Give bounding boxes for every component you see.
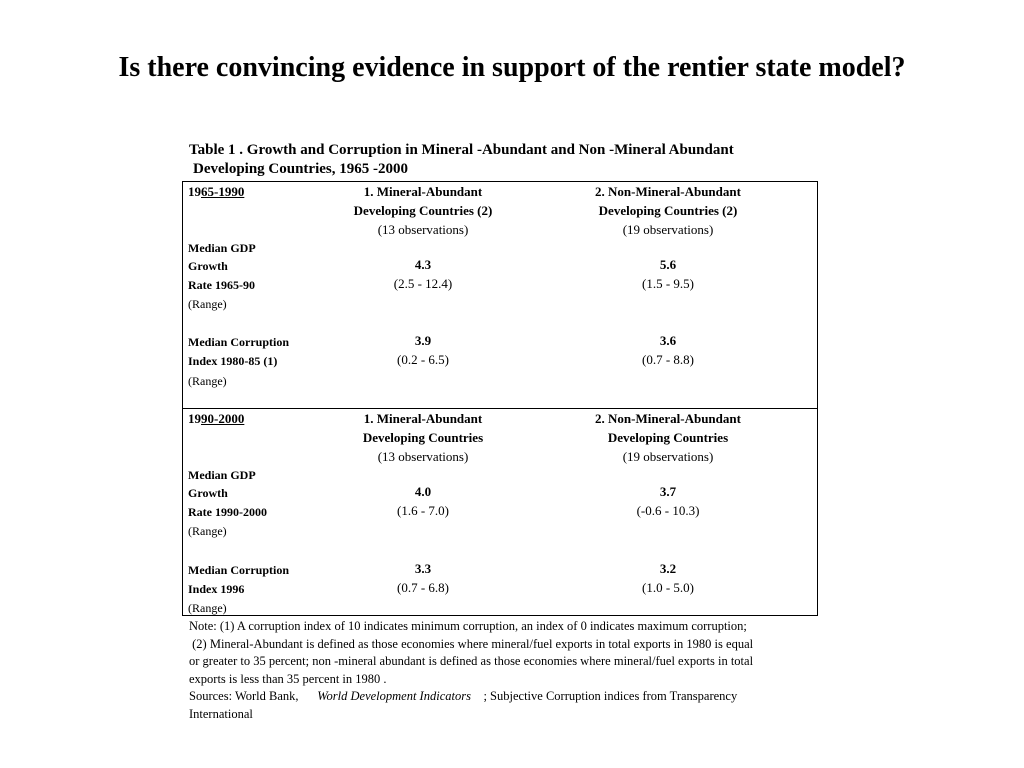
corruption-col2-value: 3.6 — [659, 333, 677, 348]
sources-title: World Development Indicators — [317, 689, 471, 704]
corruption-row-label: Index 1996 — [188, 582, 245, 596]
table-caption — [189, 141, 734, 179]
col1-header: 1. Mineral-Abundant — [363, 184, 483, 199]
corruption-range-label: (Range) — [188, 374, 227, 388]
corruption-col1-value: 3.3 — [414, 561, 432, 576]
gdp-row-label: Rate 1965-90 — [188, 278, 255, 292]
gdp-row-label: Growth — [188, 259, 228, 273]
corruption-col2-range: (0.7 - 8.8) — [642, 352, 694, 367]
col2-observations: (19 observations) — [622, 449, 714, 464]
gdp-col2-range: (-0.6 - 10.3) — [636, 503, 700, 518]
gdp-col1-range: (1.6 - 7.0) — [397, 503, 449, 518]
sources-line: International — [189, 706, 253, 721]
gdp-col1-value: 4.3 — [414, 257, 432, 272]
corruption-col1-range: (0.2 - 6.5) — [397, 352, 449, 367]
col1-observations: (13 observations) — [377, 222, 469, 237]
gdp-row-label: Rate 1990-2000 — [188, 505, 267, 519]
gdp-col2-value: 3.7 — [659, 484, 677, 499]
note-line: Note: (1) A corruption index of 10 indicates minimum corruption, an index of 0 indicates maximum corruption; — [189, 619, 747, 633]
col1-header: 1. Mineral-Abundant — [363, 411, 483, 426]
corruption-row-label: Index 1980-85 (1) — [188, 354, 278, 368]
sources-line — [189, 688, 839, 706]
gdp-row-label: Median GDP — [188, 468, 256, 482]
section-divider — [182, 408, 818, 409]
note-line: exports is less than 35 percent in 1980 . — [189, 671, 387, 686]
note-line: (2) Mineral-Abundant is defined as those economies where mineral/fuel exports in total exports in 1980 is equal — [189, 636, 754, 651]
gdp-col2-value: 5.6 — [659, 257, 677, 272]
table-caption-line-1: Table 1 . Growth and Corruption in Mineral -Abundant and Non -Mineral Abundant — [189, 142, 734, 158]
col2-header: 2. Non-Mineral-Abundant — [595, 411, 741, 426]
table-notes — [189, 618, 839, 724]
gdp-range-label: (Range) — [188, 297, 227, 311]
corruption-range-label: (Range) — [188, 601, 227, 615]
col2-header: 2. Non-Mineral-Abundant — [595, 184, 741, 199]
col2-subheader: Developing Countries (2) — [598, 203, 738, 218]
col1-observations: (13 observations) — [377, 449, 469, 464]
gdp-row-label: Growth — [188, 486, 228, 500]
corruption-col1-range: (0.7 - 6.8) — [397, 580, 449, 595]
col2-observations: (19 observations) — [622, 222, 714, 237]
col2-subheader: Developing Countries — [607, 430, 729, 445]
section-period: 1965-1990 — [188, 184, 245, 199]
gdp-range-label: (Range) — [188, 524, 227, 538]
sources-suffix: ; Subjective Corruption indices from Transparency — [483, 689, 738, 704]
note-line: or greater to 35 percent; non -mineral abundant is defined as those economies where mineral/fuel exports in total — [189, 654, 754, 669]
gdp-col1-value: 4.0 — [414, 484, 432, 499]
gdp-row-label: Median GDP — [188, 241, 256, 255]
col1-subheader: Developing Countries — [362, 430, 484, 445]
col1-subheader: Developing Countries (2) — [353, 203, 493, 218]
sources-prefix: Sources: World Bank, — [189, 689, 299, 704]
corruption-col2-range: (1.0 - 5.0) — [642, 580, 694, 595]
corruption-row-label: Median Corruption — [188, 563, 290, 577]
table-caption-line-2: Developing Countries, 1965 -2000 — [193, 161, 408, 177]
gdp-col1-range: (2.5 - 12.4) — [393, 276, 453, 291]
slide-title: Is there convincing evidence in support of the rentier state model? — [118, 52, 906, 83]
gdp-col2-range: (1.5 - 9.5) — [642, 276, 694, 291]
corruption-row-label: Median Corruption — [188, 335, 290, 349]
corruption-col2-value: 3.2 — [659, 561, 677, 576]
section-period: 1990-2000 — [188, 411, 245, 426]
corruption-col1-value: 3.9 — [414, 333, 432, 348]
data-table-border — [182, 181, 818, 616]
